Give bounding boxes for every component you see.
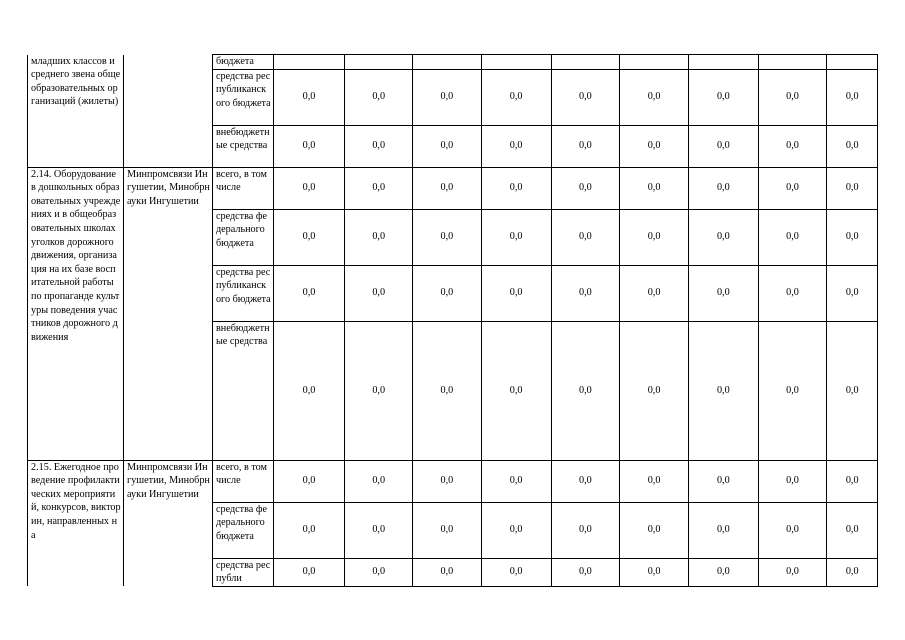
value-cell: 0,0 — [345, 460, 413, 502]
value-cell — [413, 55, 482, 70]
table-row — [28, 55, 878, 70]
value-cell: 0,0 — [413, 125, 482, 167]
value-cell: 0,0 — [413, 502, 482, 558]
value-cell: 0,0 — [620, 69, 689, 125]
value-cell: 0,0 — [551, 265, 620, 321]
value-cell: 0,0 — [481, 167, 551, 209]
value-cell: 0,0 — [345, 265, 413, 321]
value-cell — [481, 55, 551, 70]
value-cell: 0,0 — [827, 321, 878, 460]
value-cell: 0,0 — [413, 69, 482, 125]
value-cell: 0,0 — [688, 69, 758, 125]
value-cell: 0,0 — [273, 265, 345, 321]
table-row — [28, 460, 878, 502]
value-cell: 0,0 — [345, 125, 413, 167]
value-cell: 0,0 — [551, 69, 620, 125]
value-cell: 0,0 — [481, 209, 551, 265]
executor-cell: Минпромсвязи Ингушетии, Минобрнауки Ингушетии — [124, 167, 213, 460]
value-cell: 0,0 — [551, 460, 620, 502]
value-cell: 0,0 — [688, 460, 758, 502]
funding-source-cell: средства федерального бюджета — [212, 209, 273, 265]
value-cell: 0,0 — [620, 209, 689, 265]
value-cell: 0,0 — [481, 125, 551, 167]
value-cell: 0,0 — [827, 209, 878, 265]
value-cell: 0,0 — [345, 321, 413, 460]
value-cell: 0,0 — [758, 321, 827, 460]
funding-source-cell: средства республиканского бюджета — [212, 69, 273, 125]
value-cell: 0,0 — [827, 558, 878, 586]
funding-source-cell: всего, в том числе — [212, 460, 273, 502]
value-cell: 0,0 — [481, 265, 551, 321]
value-cell: 0,0 — [413, 167, 482, 209]
item-name-cell: младших классов и среднего звена общеобразовательных организаций (жилеты) — [28, 55, 124, 168]
value-cell: 0,0 — [620, 265, 689, 321]
value-cell — [827, 55, 878, 70]
value-cell: 0,0 — [273, 502, 345, 558]
executor-cell — [124, 55, 213, 168]
value-cell: 0,0 — [827, 69, 878, 125]
value-cell: 0,0 — [758, 502, 827, 558]
funding-source-cell: всего, в том числе — [212, 167, 273, 209]
value-cell: 0,0 — [688, 502, 758, 558]
value-cell: 0,0 — [758, 69, 827, 125]
value-cell: 0,0 — [345, 502, 413, 558]
value-cell: 0,0 — [827, 460, 878, 502]
value-cell: 0,0 — [345, 209, 413, 265]
value-cell: 0,0 — [413, 321, 482, 460]
value-cell: 0,0 — [620, 321, 689, 460]
value-cell — [758, 55, 827, 70]
value-cell: 0,0 — [620, 460, 689, 502]
value-cell: 0,0 — [413, 209, 482, 265]
value-cell — [551, 55, 620, 70]
value-cell: 0,0 — [827, 265, 878, 321]
value-cell: 0,0 — [345, 69, 413, 125]
item-name-cell: 2.14. Оборудование в дошкольных образовательных учреждениях и в общеобразовательных школах уголков дорожного движения, организация на их базе воспитательной работы по пропаганде культуры поведения участников дорожного движения — [28, 167, 124, 460]
funding-source-cell: средства республиканского бюджета — [212, 265, 273, 321]
value-cell: 0,0 — [827, 125, 878, 167]
value-cell: 0,0 — [688, 265, 758, 321]
value-cell: 0,0 — [620, 125, 689, 167]
value-cell: 0,0 — [273, 321, 345, 460]
value-cell: 0,0 — [688, 558, 758, 586]
funding-source-cell: средства республи — [212, 558, 273, 586]
value-cell: 0,0 — [620, 558, 689, 586]
value-cell: 0,0 — [481, 321, 551, 460]
value-cell: 0,0 — [273, 558, 345, 586]
value-cell: 0,0 — [551, 558, 620, 586]
value-cell: 0,0 — [551, 321, 620, 460]
value-cell: 0,0 — [688, 321, 758, 460]
value-cell: 0,0 — [758, 265, 827, 321]
value-cell: 0,0 — [758, 460, 827, 502]
value-cell: 0,0 — [481, 460, 551, 502]
value-cell: 0,0 — [758, 209, 827, 265]
value-cell: 0,0 — [273, 125, 345, 167]
value-cell: 0,0 — [481, 69, 551, 125]
value-cell: 0,0 — [551, 209, 620, 265]
value-cell: 0,0 — [413, 460, 482, 502]
value-cell: 0,0 — [688, 125, 758, 167]
value-cell: 0,0 — [620, 502, 689, 558]
value-cell — [273, 55, 345, 70]
value-cell: 0,0 — [827, 502, 878, 558]
value-cell — [688, 55, 758, 70]
funding-source-cell: внебюджетные средства — [212, 321, 273, 460]
funding-source-cell: средства федерального бюджета — [212, 502, 273, 558]
value-cell: 0,0 — [273, 167, 345, 209]
value-cell: 0,0 — [620, 167, 689, 209]
funding-source-cell: внебюджетные средства — [212, 125, 273, 167]
value-cell: 0,0 — [551, 167, 620, 209]
value-cell — [620, 55, 689, 70]
value-cell: 0,0 — [758, 167, 827, 209]
value-cell — [345, 55, 413, 70]
value-cell: 0,0 — [273, 69, 345, 125]
item-name-cell: 2.15. Ежегодное проведение профилактических мероприятий, конкурсов, викторин, направленных на — [28, 460, 124, 586]
program-funding-table — [27, 54, 878, 587]
executor-cell: Минпромсвязи Ингушетии, Минобрнауки Ингушетии — [124, 460, 213, 586]
value-cell: 0,0 — [551, 502, 620, 558]
value-cell: 0,0 — [688, 167, 758, 209]
funding-source-cell: бюджета — [212, 55, 273, 70]
value-cell: 0,0 — [481, 502, 551, 558]
value-cell: 0,0 — [413, 265, 482, 321]
value-cell: 0,0 — [273, 209, 345, 265]
value-cell: 0,0 — [688, 209, 758, 265]
value-cell: 0,0 — [273, 460, 345, 502]
table-row — [28, 167, 878, 209]
value-cell: 0,0 — [758, 125, 827, 167]
value-cell: 0,0 — [345, 167, 413, 209]
value-cell: 0,0 — [551, 125, 620, 167]
value-cell: 0,0 — [413, 558, 482, 586]
value-cell: 0,0 — [758, 558, 827, 586]
value-cell: 0,0 — [827, 167, 878, 209]
value-cell: 0,0 — [481, 558, 551, 586]
value-cell: 0,0 — [345, 558, 413, 586]
